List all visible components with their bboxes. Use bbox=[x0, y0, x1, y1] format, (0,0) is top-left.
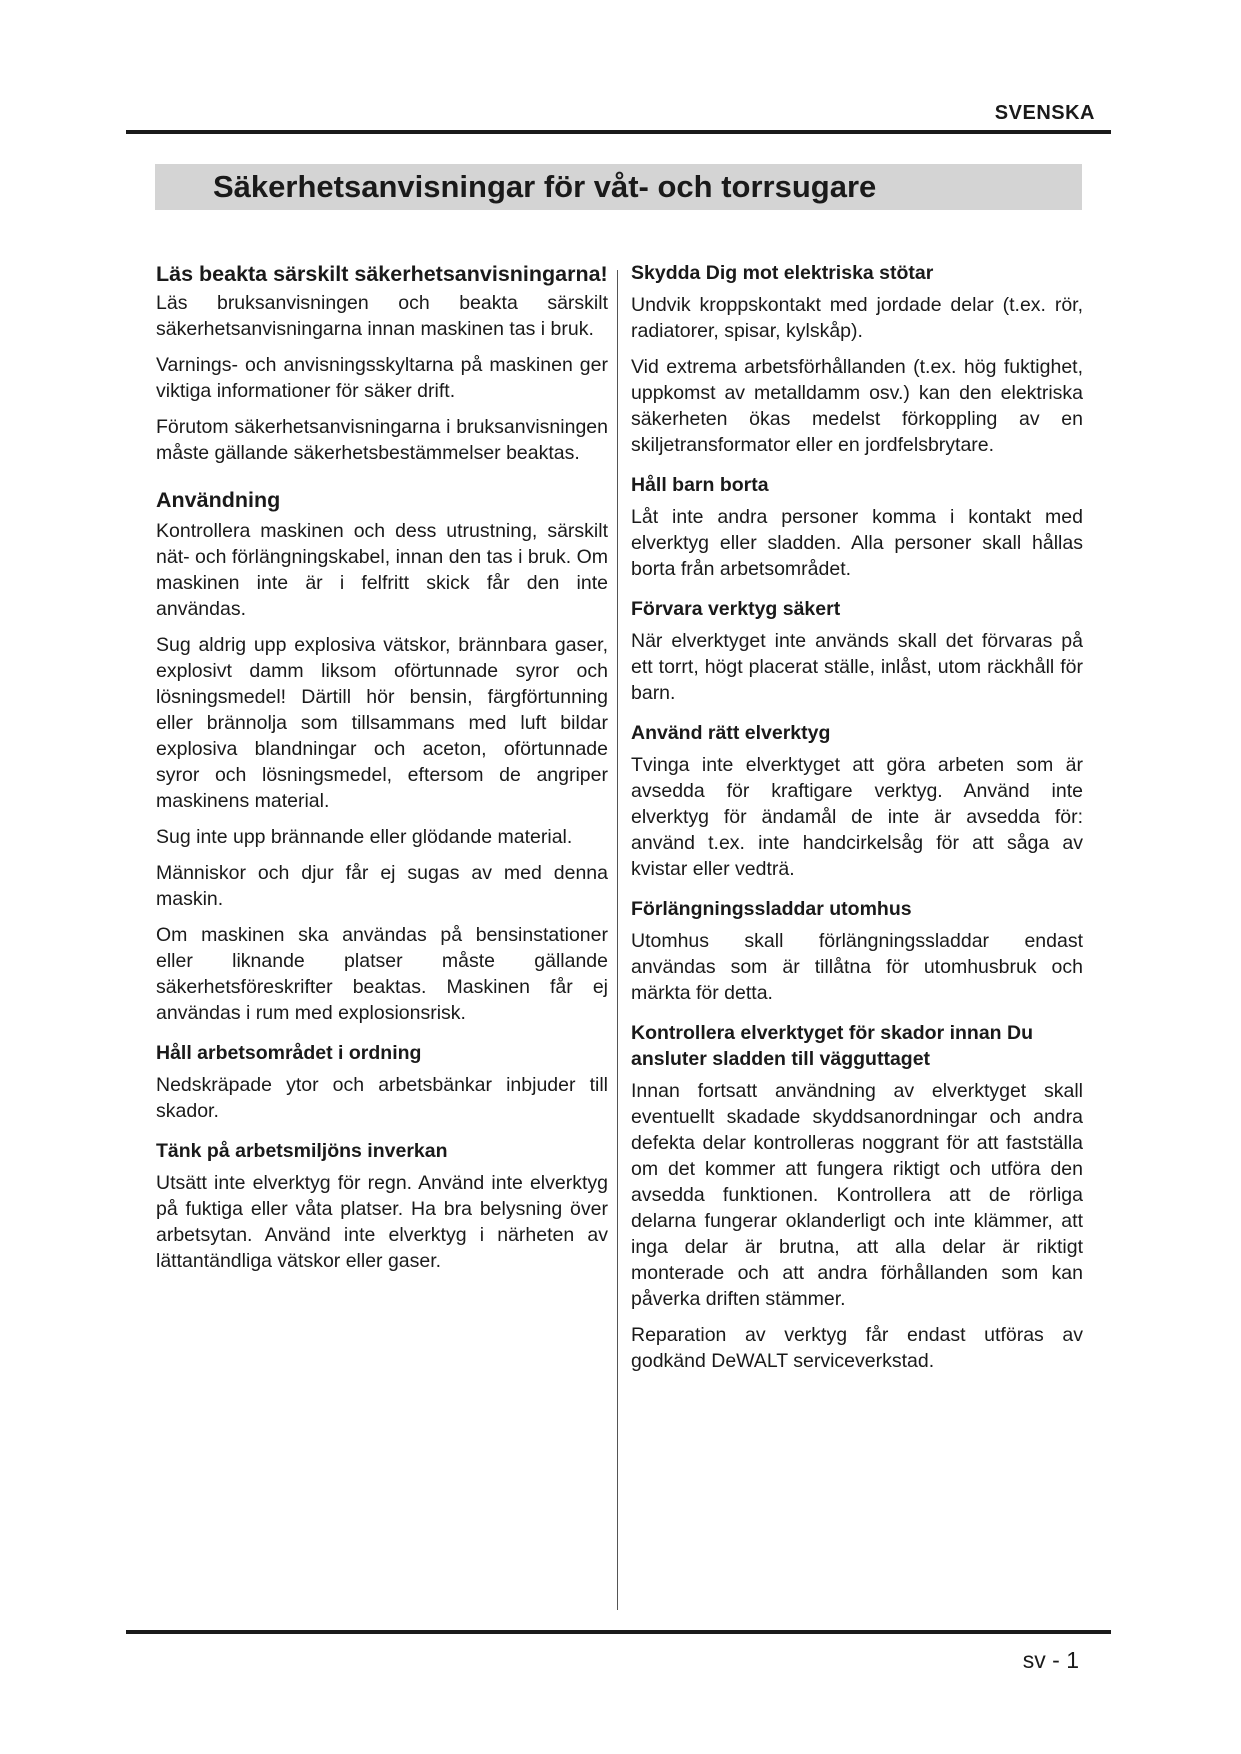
intro-paragraph: Varnings- och anvisningsskyltarna på maskinen ger viktiga informationer för säker drift. bbox=[156, 354, 608, 402]
intro-heading: Läs beakta särskilt säkerhetsanvisningarna! bbox=[156, 262, 608, 286]
intro-paragraph: Läs bruksanvisningen och beakta särskilt säkerhetsanvisningarna innan maskinen tas i bruk. bbox=[156, 292, 608, 340]
check-paragraph: Innan fortsatt användning av elverktyget skall eventuellt skadade skyddsanordningar och andra defekta delar kontrolleras noggrant för att fastställa om det kommer att fungera riktigt och utföra den avsedda funktionen. Kontrollera att de rörliga delarna fungerar oklanderligt och inte klämmer, att inga delar är brutna, att alla delar är riktigt monterade och att andra förhållanden som kan påverka driften stämmer. bbox=[631, 1080, 1083, 1310]
usage-paragraph: Kontrollera maskinen och dess utrustning, särskilt nät- och förlängningskabel, innan den tas i bruk. Om maskinen inte är i felfritt skick får den inte användas. bbox=[156, 520, 609, 620]
usage-paragraph: Sug aldrig upp explosiva vätskor, brännbara gaser, explosivt damm liksom oförtunnade syror och lösningsmedel! Därtill hör bensin, färgförtunning eller brännolja som tillsammans med luft bildar explosiva blandningar och aceton, oförtunnade syror och lösningsmedel, eftersom de angriper maskinens material. bbox=[156, 634, 608, 812]
usage-heading: Användning bbox=[156, 488, 281, 512]
environment-heading: Tänk på arbetsmiljöns inverkan bbox=[156, 1140, 448, 1162]
extension-heading: Förlängningssladdar utomhus bbox=[631, 898, 912, 920]
environment-text: Utsätt inte elverktyg för regn. Använd inte elverktyg på fuktiga eller våta platser. Ha bra belysning över arbetsytan. Använd inte elverktyg i närheten av lättantändliga vätskor eller gaser. bbox=[156, 1172, 608, 1272]
check-heading: Kontrollera elverktyget för skador innan Du ansluter sladden till vägguttaget bbox=[631, 1022, 1034, 1070]
shock-paragraph: Undvik kroppskontakt med jordade delar (t.ex. rör, radiatorer, spisar, kylskåp). bbox=[631, 294, 1083, 342]
correct-tool-heading: Använd rätt elverktyg bbox=[631, 722, 831, 744]
shock-heading: Skydda Dig mot elektriska stötar bbox=[631, 262, 934, 284]
page-title: Säkerhetsanvisningar för våt- och torrsugare bbox=[213, 169, 877, 204]
intro-paragraph: Förutom säkerhetsanvisningarna i bruksanvisningen måste gällande säkerhetsbestämmelser beaktas. bbox=[156, 416, 608, 464]
usage-paragraph: Om maskinen ska användas på bensinstationer eller liknande platser måste gällande säkerhetsföreskrifter beaktas. Maskinen får ej användas i rum med explosionsrisk. bbox=[156, 924, 608, 1024]
page-number: sv - 1 bbox=[1022, 1647, 1079, 1673]
workarea-heading: Håll arbetsområdet i ordning bbox=[156, 1042, 422, 1064]
usage-paragraph: Människor och djur får ej sugas av med denna maskin. bbox=[156, 862, 608, 910]
usage-paragraph: Sug inte upp brännande eller glödande material. bbox=[156, 826, 573, 848]
extension-text: Utomhus skall förlängningssladdar endast användas som är tillåtna för utomhusbruk och märkta för detta. bbox=[631, 930, 1083, 1004]
workarea-text: Nedskräpade ytor och arbetsbänkar inbjuder till skador. bbox=[156, 1074, 608, 1122]
title-band bbox=[155, 164, 1082, 210]
right-column bbox=[631, 260, 1083, 1384]
correct-tool-text: Tvinga inte elverktyget att göra arbeten som är avsedda för kraftigare verktyg. Använd inte elverktyg för ändamål de inte är avsedda för: använd t.ex. inte handcirkelsåg för att såga av kvistar eller vedträ. bbox=[631, 754, 1083, 880]
storage-heading: Förvara verktyg säkert bbox=[631, 598, 841, 620]
language-label: SVENSKA bbox=[994, 102, 1095, 124]
storage-text: När elverktyget inte används skall det förvaras på ett torrt, högt placerat ställe, inlåst, utom räckhåll för barn. bbox=[631, 630, 1083, 704]
column-divider bbox=[617, 270, 618, 1610]
children-heading: Håll barn borta bbox=[631, 474, 769, 496]
check-paragraph: Reparation av verktyg får endast utföras av godkänd DeWALT serviceverkstad. bbox=[631, 1324, 1083, 1372]
left-column bbox=[156, 260, 608, 1284]
bottom-rule bbox=[126, 1630, 1111, 1634]
shock-paragraph: Vid extrema arbetsförhållanden (t.ex. hög fuktighet, uppkomst av metalldamm osv.) kan den elektriska säkerheten ökas medelst förkoppling av en skiljetransformator eller en jordfelsbrytare. bbox=[631, 356, 1083, 456]
top-rule bbox=[126, 130, 1111, 134]
children-text: Låt inte andra personer komma i kontakt med elverktyg eller sladden. Alla personer skall hållas borta från arbetsområdet. bbox=[631, 506, 1083, 580]
